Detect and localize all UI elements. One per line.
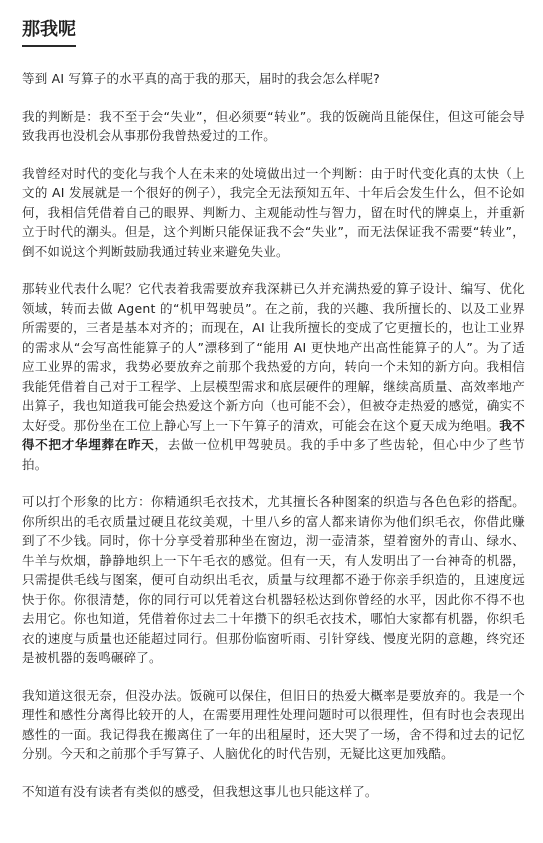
paragraph-career-change — [22, 279, 525, 474]
paragraph-closing: 不知道有没有读者有类似的感受，但我想这事儿也只能这样了。 — [22, 783, 378, 799]
paragraph-judgment: 我的判断是：我不至于会“失业”，但必须要“转业”。我的饭碗尚且能保住，但这可能会导致我再也没机会从事那份我曾热爱过的工作。 — [22, 108, 525, 143]
paragraph-career-change-tail: ，去做一位机甲驾驶员。我的手中多了些齿轮，但心中少了些节拍。 — [22, 437, 525, 472]
emphasis-text: 我不得不把才华埋葬在昨天 — [22, 417, 525, 452]
paragraph-career-change-text: 那转业代表什么呢？它代表着我需要放弃我深耕已久并充满热爱的算子设计、编写、优化领域，转而去做 Agent 的“机甲驾驶员”。在之前，我的兴趣、我所擅长的、以及工业界所需要的，三者是基本对齐的；而现在，AI 让我所擅长的变成了它更擅长的，也让工业界的需求从“会写高性能算子的人”漂移到了“能用 AI 更快地产出高性能算子的人”。为了适应工业界的需求，我势必要放弃之前那个我热爱的方向，转向一个未知的新方向。我相信我能凭借着自己对于工程学、上层模型需求和底层硬件的理解，继续高质量、高效率地产出算子，我也知道我可能会热爱这个新方向（也可能不会），但被夺走热爱的感觉，确实不太好受。那份坐在工位上静心写上一下午算子的清欢，可能会在这个夏天成为绝唱。 — [22, 281, 525, 433]
paragraph-knitting-analogy: 可以打个形象的比方：你精通织毛衣技术，尤其擅长各种图案的织造与各色色彩的搭配。你所织出的毛衣质量过硬且花纹美观，十里八乡的富人都来请你为他们织毛衣，你借此赚到了不少钱。同时，你十分享受着那种坐在窗边，沏一壶清茶，望着窗外的青山、绿水、牛羊与炊烟，静静地织上一下午毛衣的感觉。但有一天，有人发明出了一台神奇的机器，只需提供毛线与图案，便可自动织出毛衣，质量与纹理都不逊于你亲手织造的，且速度远快于你。你很清楚，你的同行可以凭着这台机器轻松达到你曾经的水平，因此你不得不也去用它。你也知道，凭借着你过去二十年攒下的织毛衣技术，哪怕大家都有机器，你织毛衣的速度与质量也还能超过同行。但那份临窗听雨、引针穿线、慢度光阴的意趣，终究还是被机器的轰鸣碾碎了。 — [22, 494, 525, 665]
paragraph-era-judgment: 我曾经对时代的变化与我个人在未来的处境做出过一个判断：由于时代变化真的太快（上文的 AI 发展就是一个很好的例子），我完全无法预知五年、十年后会发生什么，但不论如何，我相信凭借着自己的眼界、判断力、主观能动性与智力，留在时代的牌桌上，并重新立于时代的潮头。但是，这个判断只能保证我不会“失业”，而无法保证我不需要“转业”，倒不如说这个判断鼓励我通过转业来避免失业。 — [22, 165, 525, 259]
paragraph-reflection: 我知道这很无奈，但没办法。饭碗可以保住，但旧日的热爱大概率是要放弃的。我是一个理性和感性分离得比较开的人，在需要用理性处理问题时可以很理性，但有时也会表现出感性的一面。我记得我在搬离住了一年的出租屋时，还大哭了一场，舍不得和过去的记忆分别。今天和之前那个手写算子、人脑优化的时代告别，无疑比这更加残酷。 — [22, 687, 525, 761]
article-title: 那我呢 — [22, 18, 76, 47]
paragraph-question: 等到 AI 写算子的水平真的高于我的那天，届时的我会怎么样呢? — [22, 71, 381, 86]
